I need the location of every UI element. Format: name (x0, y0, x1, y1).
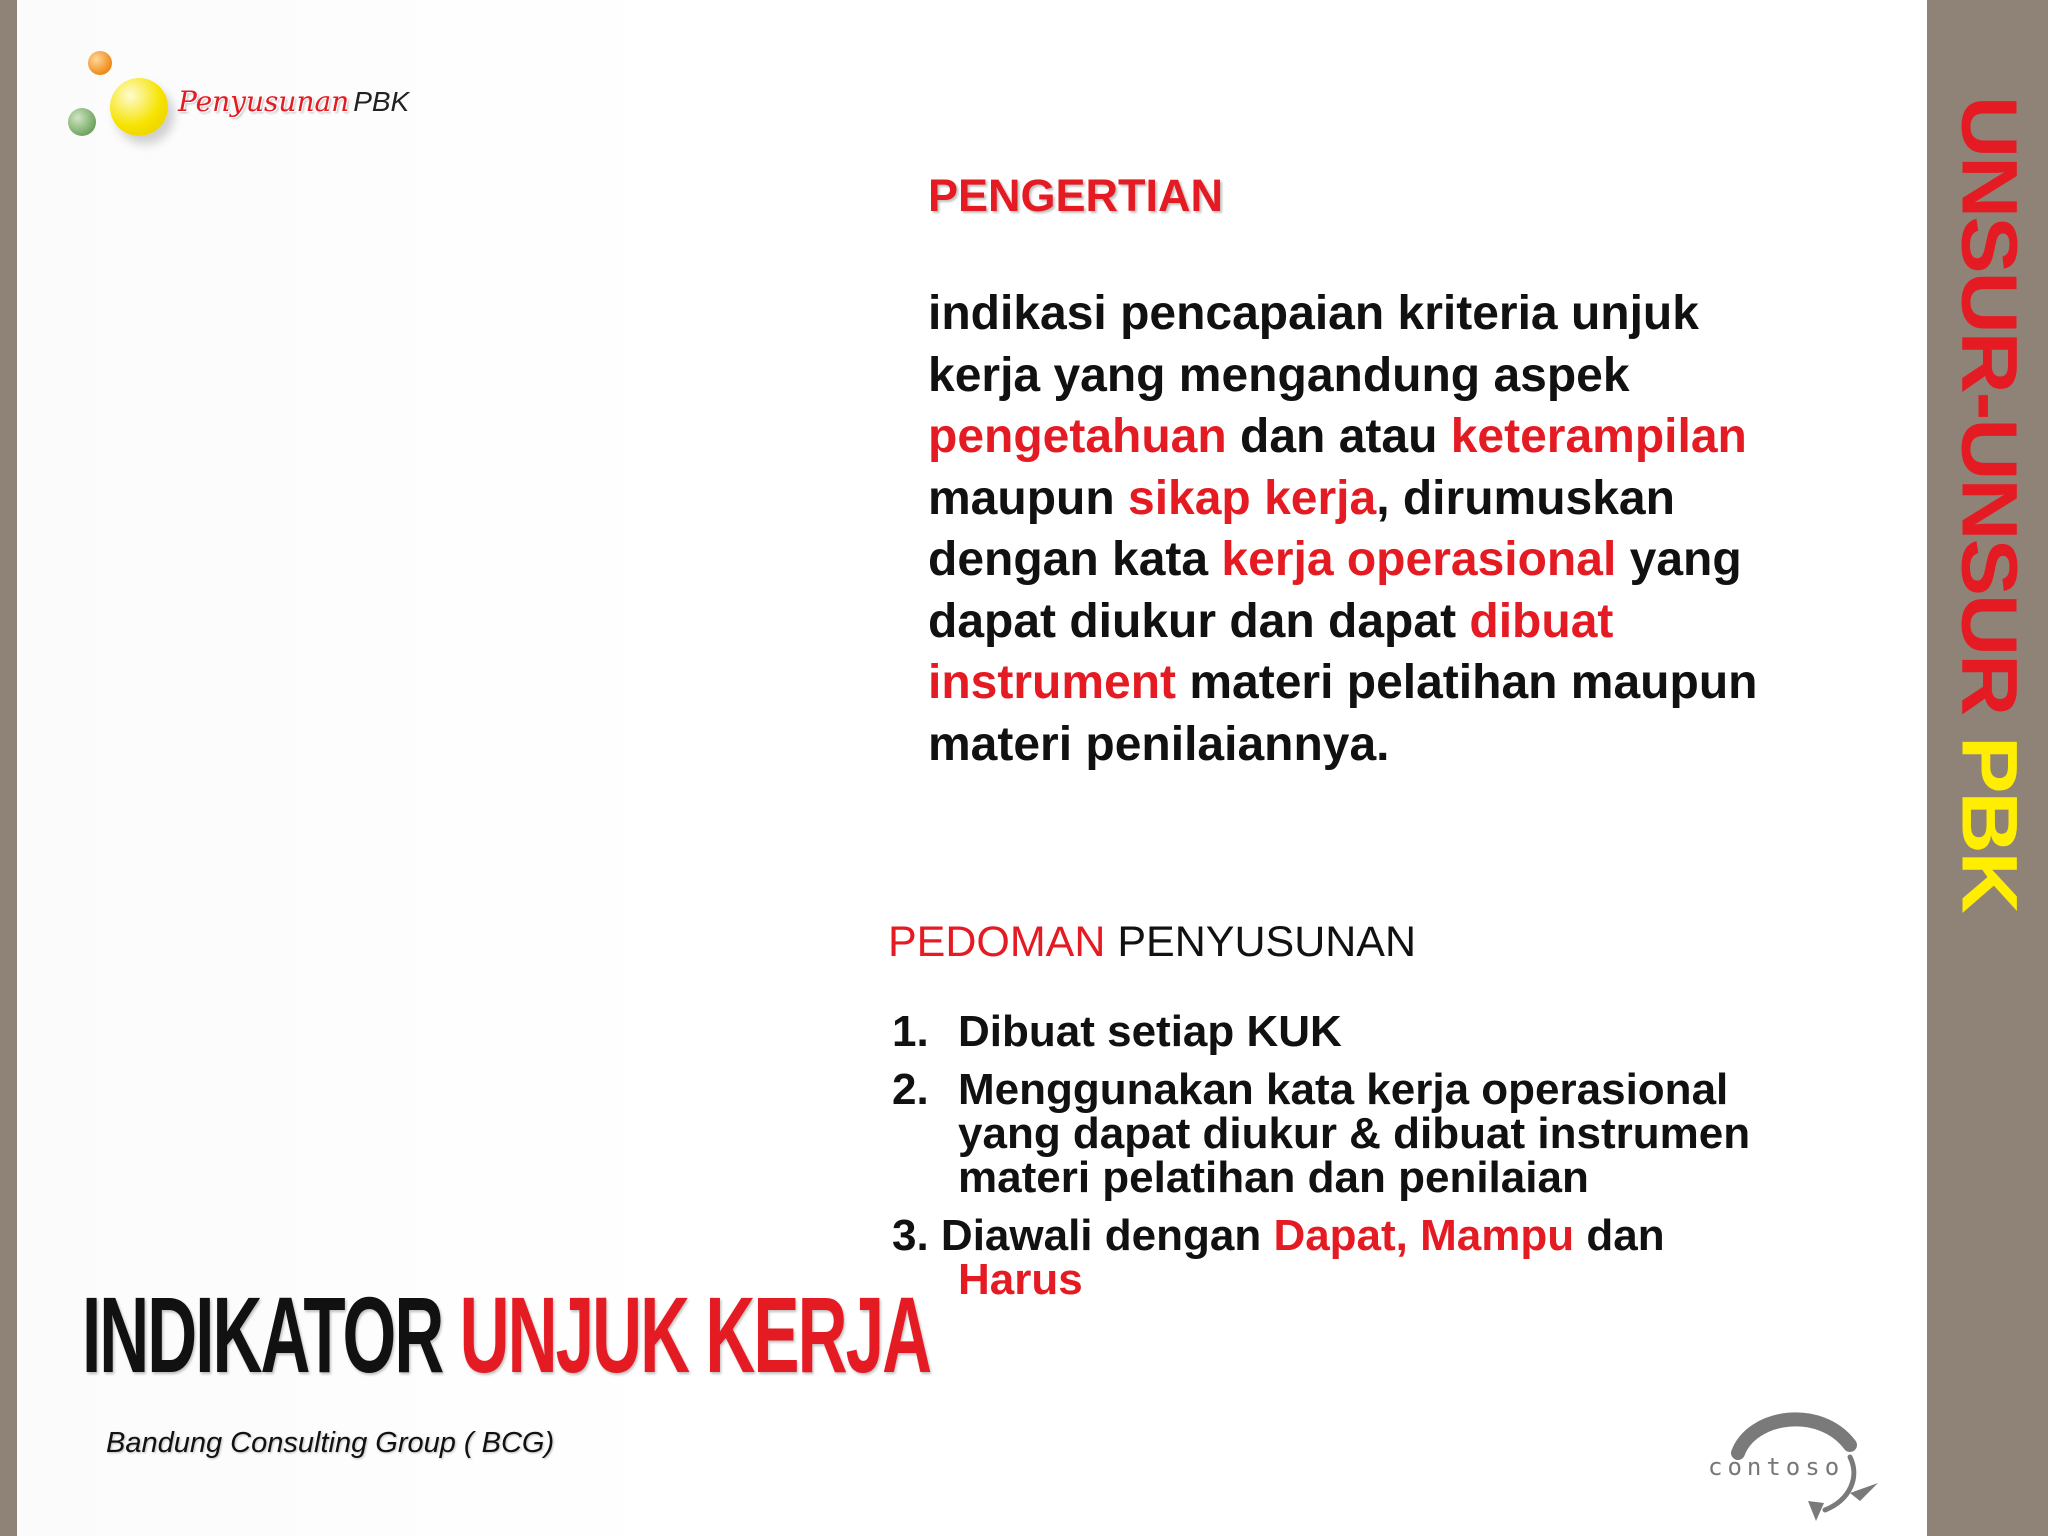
highlight-text: kerja operasional (1221, 533, 1617, 586)
paragraph-line (928, 591, 1888, 653)
list-item-line: materi pelatihan dan penilaian (958, 1153, 1589, 1202)
list-item-highlight: Harus (958, 1255, 1083, 1304)
pedoman-heading (888, 918, 1416, 967)
paragraph-line (928, 345, 1888, 407)
body-text: materi penilaiannya. (928, 717, 1390, 771)
orange-dot-icon (88, 51, 112, 75)
body-text: kerja yang mengandung aspek (928, 348, 1630, 402)
paragraph-line (928, 283, 1888, 345)
body-text: dapat diukur dan dapat (928, 594, 1470, 648)
body-text: maupun (928, 471, 1128, 525)
highlight-text: instrument (928, 656, 1177, 709)
pengertian-heading: PENGERTIAN (928, 170, 1224, 221)
body-text: dan atau (1226, 410, 1451, 463)
list-item-mid: dan (1574, 1211, 1665, 1260)
logo-pbk-text: PBK (353, 86, 410, 117)
highlight-text: pengetahuan (928, 410, 1227, 463)
page-title-word2: UNJUK KERJA (459, 1274, 931, 1395)
green-dot-icon (68, 108, 96, 136)
page-title-word1: INDIKATOR (82, 1274, 443, 1395)
paragraph-line (928, 529, 1888, 591)
side-title-part2: PBK (1944, 736, 2034, 912)
list-item-line: Dibuat setiap KUK (958, 1007, 1342, 1056)
paragraph-line (928, 468, 1888, 530)
contoso-text: contoso (1708, 1453, 1845, 1481)
list-item-highlight: Dapat, Mampu (1273, 1211, 1575, 1260)
body-text: materi pelatihan maupun (1176, 656, 1758, 709)
penyusunan-logo (60, 45, 410, 155)
company-name: Bandung Consulting Group ( BCG) (106, 1427, 555, 1459)
logo-text (178, 85, 409, 118)
list-item-prefix: 3. Diawali dengan (892, 1211, 1274, 1260)
list-item (892, 1065, 1902, 1202)
page-title (82, 1270, 930, 1400)
list-item (892, 1211, 1902, 1304)
logo-script-text: Penyusunan (178, 85, 350, 118)
paragraph-line (928, 714, 1888, 776)
list-item-line: Menggunakan kata kerja operasional (958, 1065, 1729, 1114)
list-item-number: 2. (892, 1065, 929, 1114)
pedoman-list (892, 1007, 1902, 1316)
highlight-text: dibuat (1469, 594, 1614, 648)
body-text: , dirumuskan (1376, 471, 1675, 525)
contoso-logo (1700, 1405, 1890, 1525)
body-text: yang (1616, 533, 1742, 586)
side-title-part1: UNSUR-UNSUR (1944, 96, 2034, 715)
body-text: indikasi pencapaian kriteria unjuk (928, 287, 1699, 340)
list-item (892, 1007, 1902, 1056)
list-item-line: yang dapat diukur & dibuat instrumen (958, 1109, 1751, 1158)
side-title (1939, 96, 2038, 912)
paragraph-line (928, 652, 1888, 714)
yellow-dot-icon (110, 78, 168, 136)
left-border (0, 0, 17, 1536)
pedoman-heading-red: PEDOMAN (888, 918, 1106, 966)
body-text: dengan kata (928, 533, 1222, 586)
pengertian-paragraph (928, 283, 1888, 775)
paragraph-line (928, 406, 1888, 468)
list-item-number: 1. (892, 1007, 929, 1056)
highlight-text: sikap kerja (1128, 471, 1377, 525)
pedoman-heading-black: PENYUSUNAN (1105, 918, 1417, 966)
highlight-text: keterampilan (1450, 410, 1747, 463)
